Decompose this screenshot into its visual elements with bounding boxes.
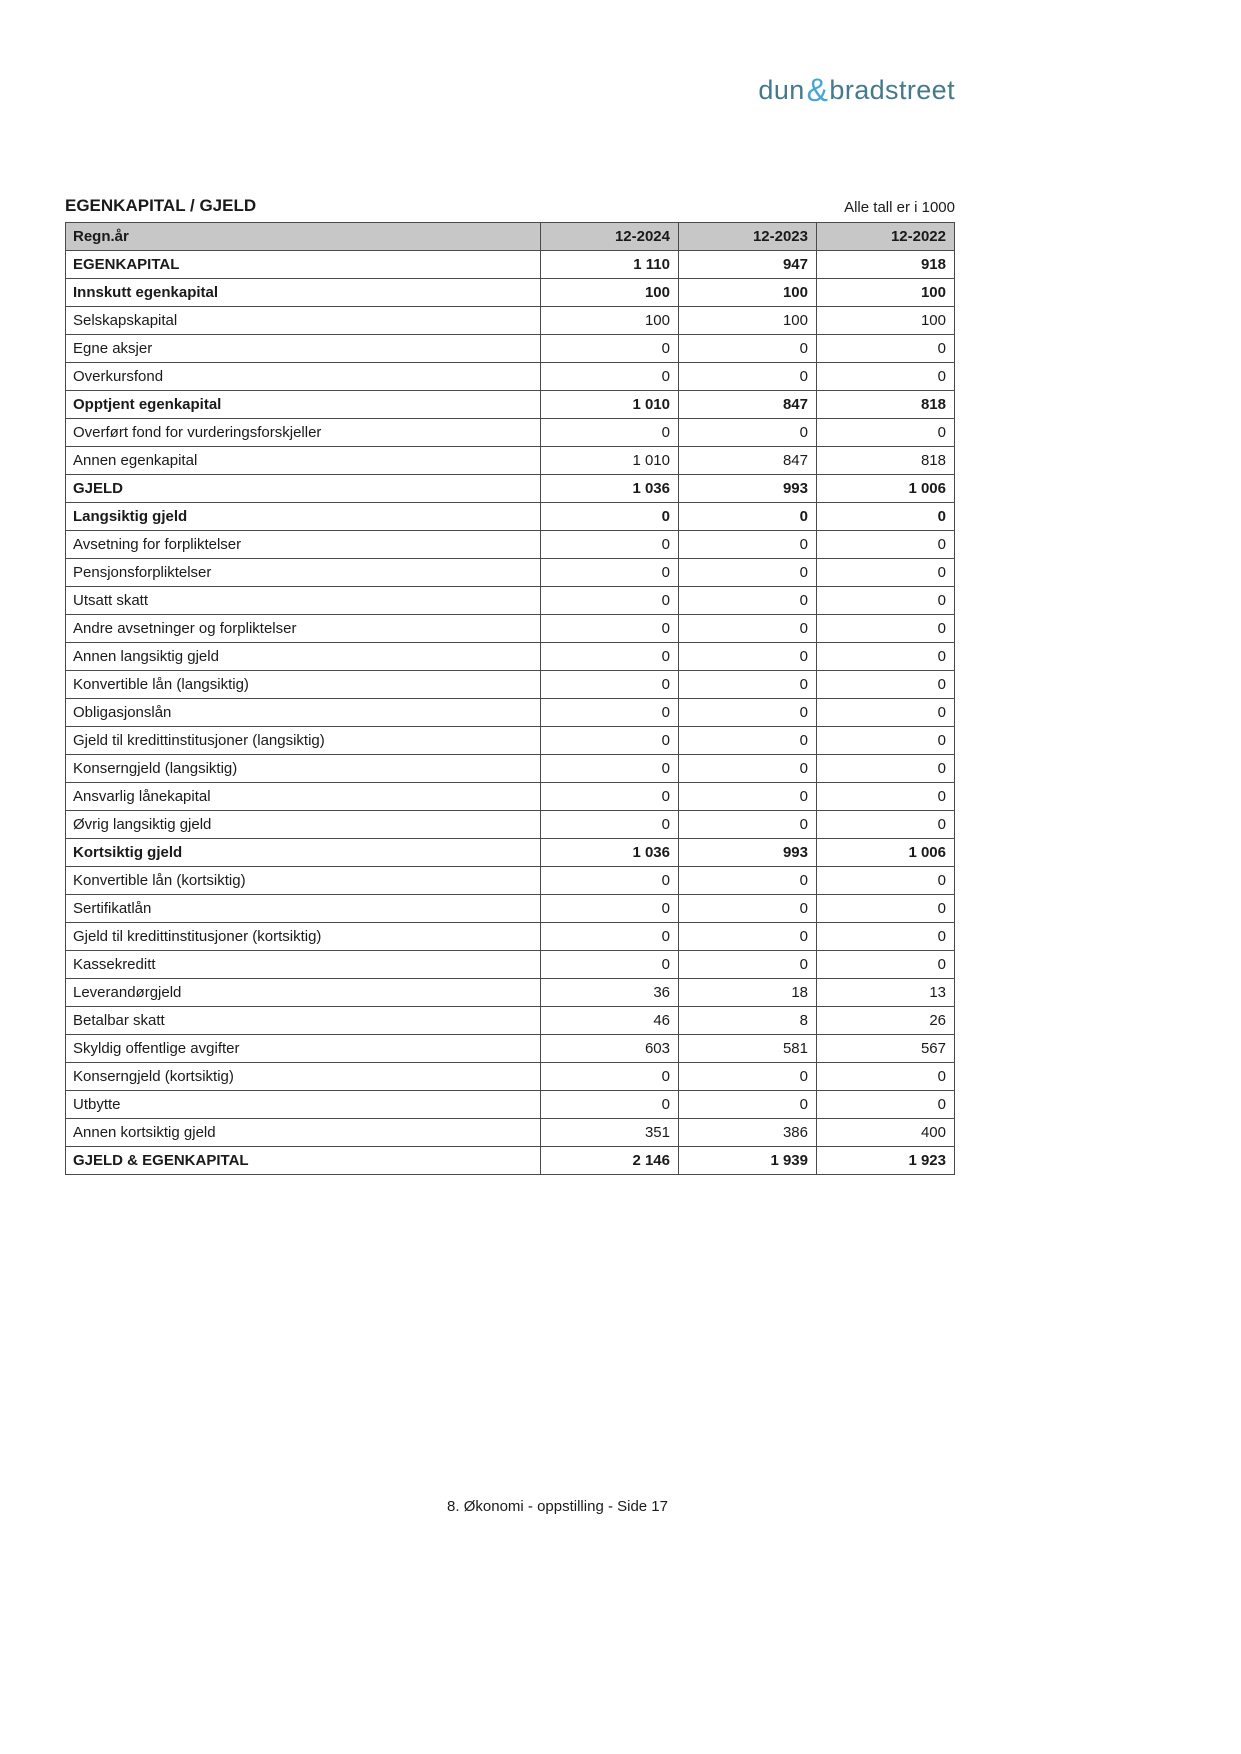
row-value: 0 (541, 615, 679, 643)
table-row (66, 335, 955, 363)
table-row (66, 979, 955, 1007)
table-row (66, 419, 955, 447)
row-value: 0 (541, 503, 679, 531)
row-value: 0 (817, 363, 955, 391)
row-label: Skyldig offentlige avgifter (66, 1035, 541, 1063)
row-value: 0 (679, 643, 817, 671)
row-value: 0 (817, 587, 955, 615)
table-row (66, 587, 955, 615)
row-value: 0 (679, 867, 817, 895)
row-label: Selskapskapital (66, 307, 541, 335)
row-value: 581 (679, 1035, 817, 1063)
row-label: Annen langsiktig gjeld (66, 643, 541, 671)
row-label: EGENKAPITAL (66, 251, 541, 279)
row-value: 36 (541, 979, 679, 1007)
row-value: 0 (541, 811, 679, 839)
row-value: 26 (817, 1007, 955, 1035)
row-label: Annen egenkapital (66, 447, 541, 475)
row-value: 0 (679, 923, 817, 951)
row-value: 847 (679, 447, 817, 475)
table-row (66, 867, 955, 895)
row-label: Overført fond for vurderingsforskjeller (66, 419, 541, 447)
row-label: Annen kortsiktig gjeld (66, 1119, 541, 1147)
row-value: 0 (817, 643, 955, 671)
row-value: 0 (541, 867, 679, 895)
column-header-2022: 12-2022 (817, 223, 955, 251)
row-value: 1 036 (541, 475, 679, 503)
row-value: 0 (679, 419, 817, 447)
row-label: Ansvarlig lånekapital (66, 783, 541, 811)
column-header-2024: 12-2024 (541, 223, 679, 251)
table-row (66, 1091, 955, 1119)
row-value: 0 (679, 699, 817, 727)
row-value: 993 (679, 839, 817, 867)
row-value: 351 (541, 1119, 679, 1147)
row-label: Leverandørgjeld (66, 979, 541, 1007)
row-value: 0 (541, 559, 679, 587)
row-value: 18 (679, 979, 817, 1007)
units-note: Alle tall er i 1000 (844, 199, 955, 216)
row-value: 0 (541, 1091, 679, 1119)
row-value: 0 (541, 783, 679, 811)
row-value: 0 (679, 531, 817, 559)
row-value: 0 (541, 419, 679, 447)
row-value: 1 036 (541, 839, 679, 867)
row-label: Pensjonsforpliktelser (66, 559, 541, 587)
row-value: 100 (817, 307, 955, 335)
row-label: Gjeld til kredittinstitusjoner (kortsiktig) (66, 923, 541, 951)
table-row (66, 643, 955, 671)
table-row (66, 839, 955, 867)
row-label: Konvertible lån (langsiktig) (66, 671, 541, 699)
content-area (65, 0, 955, 1515)
row-value: 0 (679, 755, 817, 783)
row-value: 0 (817, 951, 955, 979)
row-value: 100 (679, 307, 817, 335)
row-label: Kassekreditt (66, 951, 541, 979)
row-value: 0 (541, 755, 679, 783)
row-label: GJELD & EGENKAPITAL (66, 1147, 541, 1175)
table-row (66, 363, 955, 391)
row-value: 0 (679, 783, 817, 811)
row-value: 0 (679, 727, 817, 755)
row-value: 8 (679, 1007, 817, 1035)
row-value: 0 (817, 867, 955, 895)
logo-word-dun: dun (758, 75, 805, 105)
row-value: 1 006 (817, 839, 955, 867)
row-value: 0 (679, 1091, 817, 1119)
row-label: GJELD (66, 475, 541, 503)
table-row (66, 923, 955, 951)
row-value: 0 (817, 895, 955, 923)
ampersand-icon: & (806, 72, 829, 108)
row-value: 0 (817, 699, 955, 727)
row-value: 0 (679, 587, 817, 615)
row-value: 0 (679, 1063, 817, 1091)
column-header-regnaar: Regn.år (66, 223, 541, 251)
table-row (66, 951, 955, 979)
table-row (66, 391, 955, 419)
table-row (66, 671, 955, 699)
table-row (66, 447, 955, 475)
row-value: 993 (679, 475, 817, 503)
row-label: Konvertible lån (kortsiktig) (66, 867, 541, 895)
page-footer: 8. Økonomi - oppstilling - Side 17 (447, 1498, 668, 1515)
row-value: 0 (541, 1063, 679, 1091)
row-value: 818 (817, 447, 955, 475)
row-value: 0 (817, 811, 955, 839)
row-value: 0 (817, 727, 955, 755)
row-value: 386 (679, 1119, 817, 1147)
table-row (66, 307, 955, 335)
row-value: 0 (541, 895, 679, 923)
row-label: Kortsiktig gjeld (66, 839, 541, 867)
row-value: 0 (679, 895, 817, 923)
row-value: 0 (817, 923, 955, 951)
row-value: 0 (541, 699, 679, 727)
row-value: 100 (541, 307, 679, 335)
row-label: Øvrig langsiktig gjeld (66, 811, 541, 839)
row-value: 0 (541, 363, 679, 391)
row-label: Utbytte (66, 1091, 541, 1119)
row-value: 1 939 (679, 1147, 817, 1175)
row-label: Andre avsetninger og forpliktelser (66, 615, 541, 643)
row-value: 100 (817, 279, 955, 307)
row-value: 0 (817, 755, 955, 783)
table-row (66, 1147, 955, 1175)
table-row (66, 503, 955, 531)
row-value: 0 (679, 363, 817, 391)
table-row (66, 783, 955, 811)
row-label: Konserngjeld (kortsiktig) (66, 1063, 541, 1091)
row-label: Konserngjeld (langsiktig) (66, 755, 541, 783)
table-row (66, 615, 955, 643)
row-value: 0 (817, 783, 955, 811)
row-value: 0 (541, 727, 679, 755)
row-value: 0 (541, 335, 679, 363)
row-value: 0 (817, 531, 955, 559)
equity-liabilities-table (65, 222, 955, 1175)
table-row (66, 1035, 955, 1063)
row-value: 0 (817, 671, 955, 699)
row-value: 1 110 (541, 251, 679, 279)
row-value: 0 (817, 1063, 955, 1091)
row-value: 13 (817, 979, 955, 1007)
table-row (66, 279, 955, 307)
row-value: 0 (817, 1091, 955, 1119)
row-value: 0 (541, 531, 679, 559)
row-value: 0 (817, 503, 955, 531)
row-value: 918 (817, 251, 955, 279)
row-value: 0 (541, 923, 679, 951)
table-row (66, 811, 955, 839)
table-row (66, 475, 955, 503)
table-row (66, 1063, 955, 1091)
title-row (65, 196, 955, 216)
row-value: 0 (541, 951, 679, 979)
row-value: 0 (541, 587, 679, 615)
table-row (66, 1119, 955, 1147)
row-value: 1 010 (541, 447, 679, 475)
row-value: 818 (817, 391, 955, 419)
row-value: 0 (679, 503, 817, 531)
row-value: 0 (679, 615, 817, 643)
row-label: Sertifikatlån (66, 895, 541, 923)
row-value: 0 (817, 615, 955, 643)
row-value: 1 923 (817, 1147, 955, 1175)
row-value: 603 (541, 1035, 679, 1063)
row-value: 1 010 (541, 391, 679, 419)
row-value: 100 (679, 279, 817, 307)
logo-word-bradstreet: bradstreet (829, 75, 955, 105)
row-label: Egne aksjer (66, 335, 541, 363)
row-value: 100 (541, 279, 679, 307)
row-value: 46 (541, 1007, 679, 1035)
row-value: 0 (679, 811, 817, 839)
row-label: Opptjent egenkapital (66, 391, 541, 419)
dun-bradstreet-logo (65, 68, 955, 108)
row-label: Innskutt egenkapital (66, 279, 541, 307)
section-title: EGENKAPITAL / GJELD (65, 196, 257, 215)
row-value: 0 (817, 559, 955, 587)
row-value: 0 (817, 419, 955, 447)
row-value: 0 (679, 559, 817, 587)
row-label: Betalbar skatt (66, 1007, 541, 1035)
table-row (66, 531, 955, 559)
row-label: Langsiktig gjeld (66, 503, 541, 531)
row-label: Overkursfond (66, 363, 541, 391)
row-label: Obligasjonslån (66, 699, 541, 727)
row-value: 0 (541, 643, 679, 671)
table-row (66, 251, 955, 279)
row-value: 2 146 (541, 1147, 679, 1175)
table-header-row (66, 223, 955, 251)
row-value: 847 (679, 391, 817, 419)
row-value: 1 006 (817, 475, 955, 503)
table-row (66, 895, 955, 923)
row-value: 400 (817, 1119, 955, 1147)
row-value: 0 (817, 335, 955, 363)
row-label: Gjeld til kredittinstitusjoner (langsiktig) (66, 727, 541, 755)
table-row (66, 699, 955, 727)
table-row (66, 755, 955, 783)
row-label: Avsetning for forpliktelser (66, 531, 541, 559)
table-row (66, 727, 955, 755)
row-value: 0 (679, 335, 817, 363)
row-value: 567 (817, 1035, 955, 1063)
row-label: Utsatt skatt (66, 587, 541, 615)
row-value: 0 (541, 671, 679, 699)
column-header-2023: 12-2023 (679, 223, 817, 251)
row-value: 947 (679, 251, 817, 279)
table-row (66, 1007, 955, 1035)
row-value: 0 (679, 951, 817, 979)
row-value: 0 (679, 671, 817, 699)
table-row (66, 559, 955, 587)
